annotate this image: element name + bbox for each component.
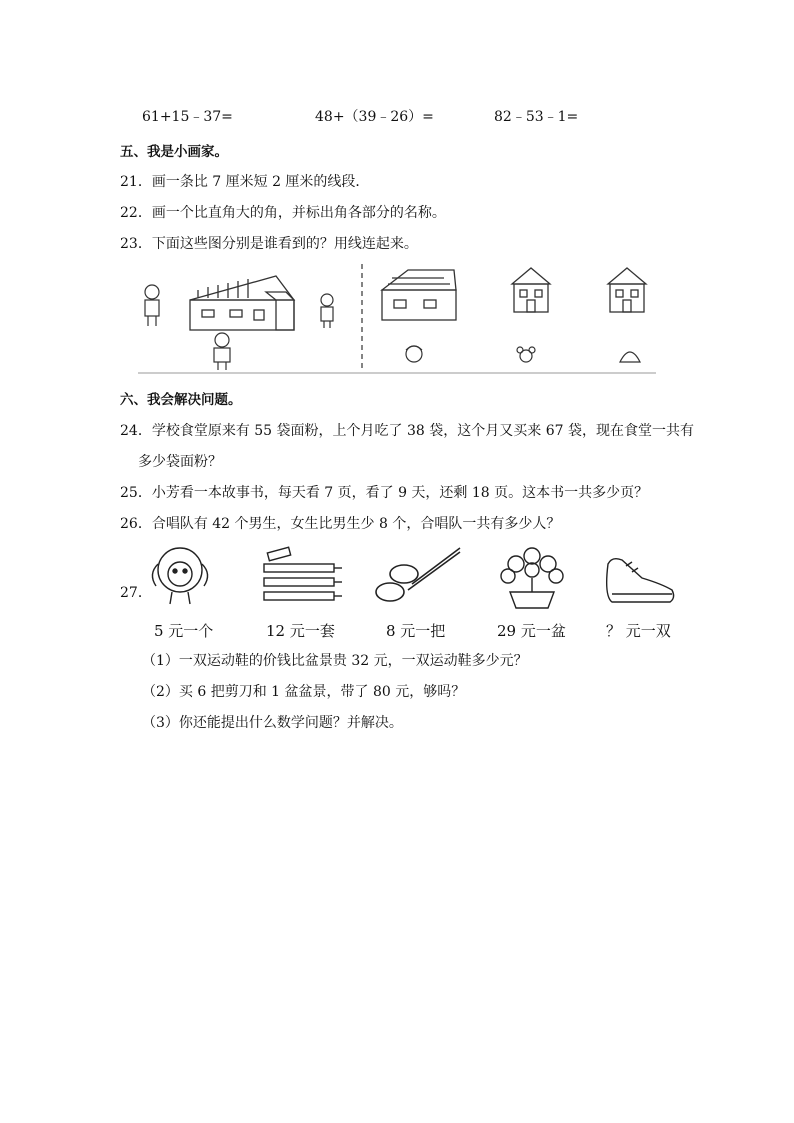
calc-expression-2: 48+（39﹣26）= bbox=[315, 109, 434, 125]
question-24-line-1: 24．学校食堂原来有 55 袋面粉，上个月吃了 38 袋，这个月又买来 67 袋，现在食堂一共有 bbox=[120, 423, 694, 439]
child-back-head-icon bbox=[620, 352, 640, 362]
question-26: 26．合唱队有 42 个男生，女生比男生少 8 个，合唱队一共有多少人？ bbox=[120, 516, 561, 532]
price-pens: 12 元一套 bbox=[266, 622, 335, 640]
marker-pens-icon bbox=[264, 547, 342, 600]
question-21: 21．画一条比 7 厘米短 2 厘米的线段． bbox=[120, 174, 370, 190]
bonsai-icon bbox=[501, 548, 563, 608]
calc-expression-1: 61+15﹣37= bbox=[142, 109, 233, 125]
calc-expression-3: 82﹣53﹣1= bbox=[494, 109, 579, 125]
small-house-view-icon-1 bbox=[512, 268, 550, 312]
sneaker-icon bbox=[607, 559, 674, 602]
price-toy: 5 元一个 bbox=[154, 622, 214, 640]
shop-items-figure bbox=[142, 538, 682, 618]
girl-head-icon bbox=[517, 347, 535, 362]
boy-head-icon bbox=[406, 346, 422, 362]
house-icon bbox=[190, 276, 294, 330]
boy-left-icon bbox=[145, 285, 159, 326]
question-27-sub-1: （1）一双运动鞋的价钱比盆景贵 32 元，一双运动鞋多少元？ bbox=[142, 653, 528, 669]
question-23: 23．下面这些图分别是谁看到的？用线连起来。 bbox=[120, 236, 418, 252]
question-27-sub-3: （3）你还能提出什么数学问题？并解决。 bbox=[142, 715, 403, 731]
question-27-sub-2: （2）买 6 把剪刀和 1 盆盆景，带了 80 元，够吗？ bbox=[142, 684, 466, 700]
question-27-number: 27． bbox=[120, 585, 152, 601]
question-22: 22．画一个比直角大的角，并标出角各部分的名称。 bbox=[120, 205, 446, 221]
scissors-icon bbox=[376, 548, 460, 601]
price-scissors: 8 元一把 bbox=[386, 622, 446, 640]
section-6-title: 六、我会解决问题。 bbox=[120, 392, 242, 408]
observation-figure bbox=[138, 262, 656, 374]
girl-right-icon bbox=[321, 294, 333, 328]
price-sneaker: ？ 元一双 bbox=[606, 622, 671, 640]
small-house-view-icon-2 bbox=[608, 268, 646, 312]
child-front-icon bbox=[214, 333, 230, 370]
question-25: 25．小芳看一本故事书，每天看 7 页，看了 9 天，还剩 18 页。这本书一共多少页？ bbox=[120, 485, 649, 501]
toy-sheep-icon bbox=[152, 548, 207, 604]
section-5-title: 五、我是小画家。 bbox=[120, 144, 228, 160]
price-bonsai: 29 元一盆 bbox=[497, 622, 566, 640]
long-house-view-icon bbox=[382, 270, 456, 320]
question-24-line-2: 多少袋面粉？ bbox=[138, 454, 222, 470]
